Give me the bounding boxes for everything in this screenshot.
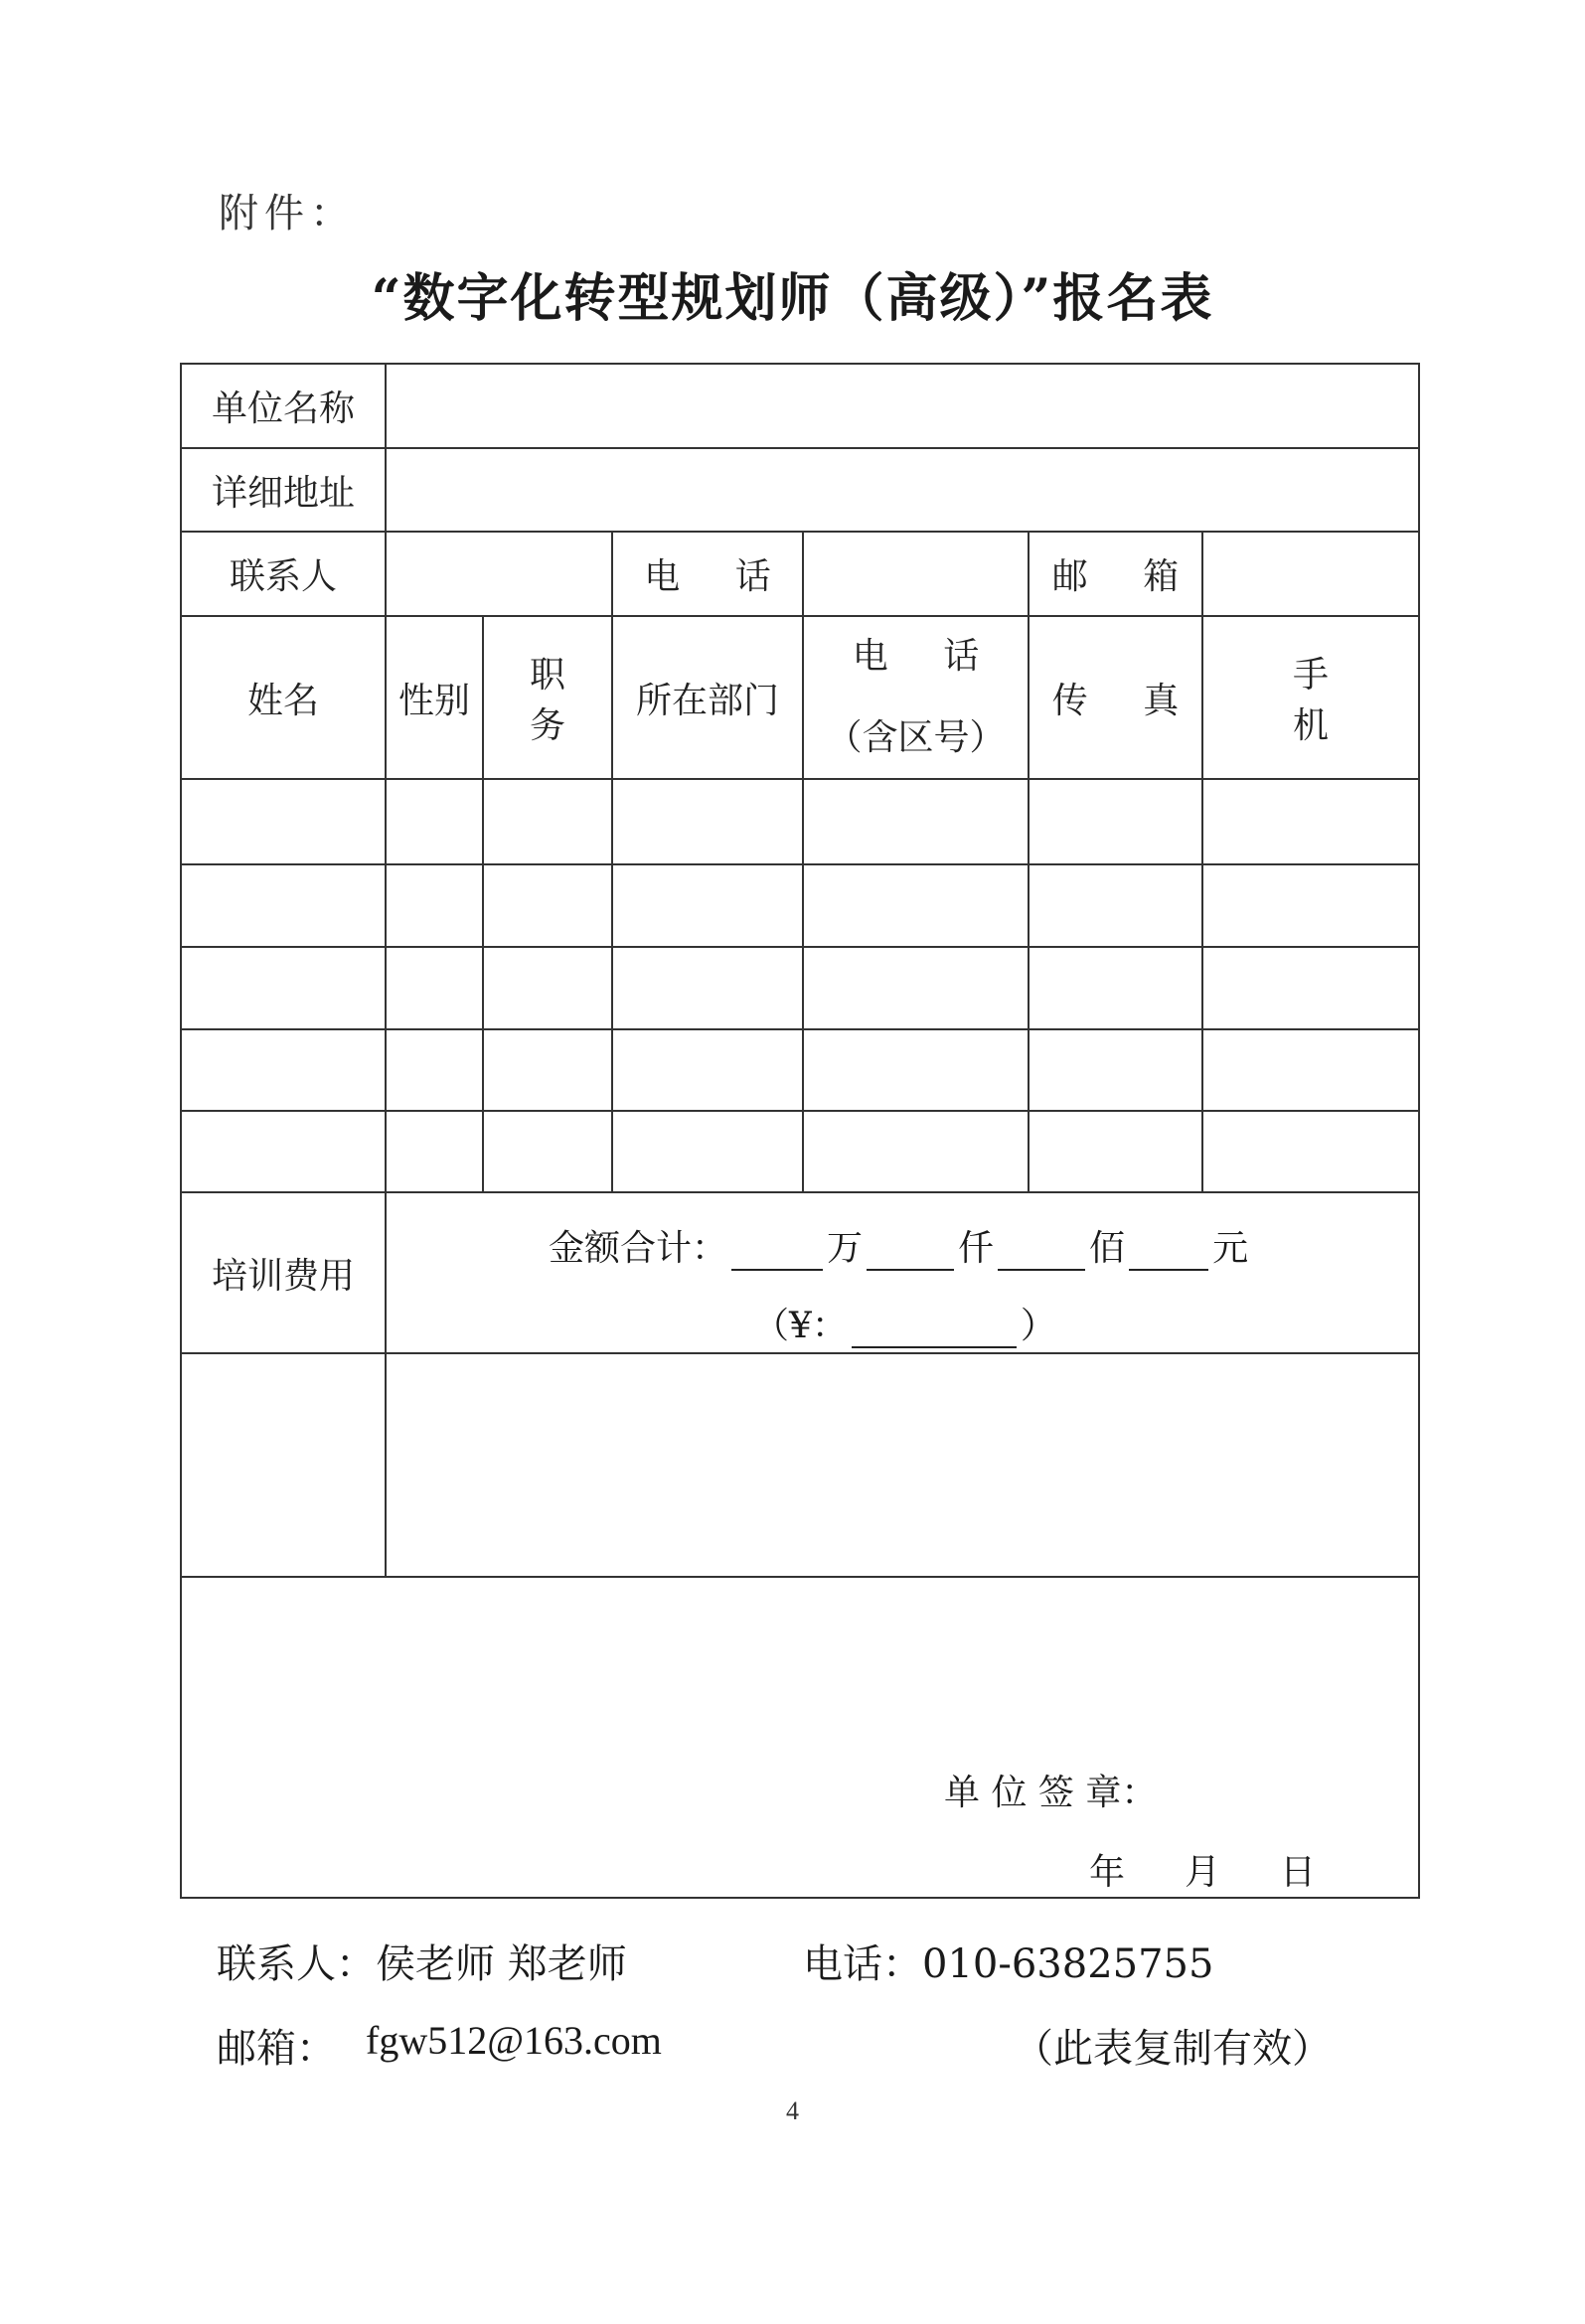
footer-note: （此表复制有效） bbox=[1014, 2026, 1332, 2072]
date-month: 月 bbox=[1185, 1852, 1221, 1893]
fee-bai-blank[interactable] bbox=[998, 1235, 1085, 1271]
fee-yuan-open: （¥： bbox=[753, 1306, 848, 1346]
col-position: 职 务 bbox=[529, 655, 587, 746]
fee-yuan-blank[interactable] bbox=[1129, 1235, 1208, 1271]
col-name: 姓名 bbox=[246, 680, 319, 721]
email-field[interactable] bbox=[1202, 532, 1419, 616]
footer-phone: 电话：010-63825755 bbox=[803, 1941, 1214, 1987]
fee-rmb-blank[interactable] bbox=[852, 1313, 1017, 1348]
phone-field[interactable] bbox=[803, 532, 1029, 616]
footer-email-label: 邮箱： bbox=[217, 2026, 336, 2072]
fee-amount-line bbox=[549, 1220, 1248, 1271]
fee-unit-yuan: 元 bbox=[1212, 1228, 1249, 1269]
fee-unit-qian: 仟 bbox=[958, 1228, 995, 1269]
col-mobile: 手 机 bbox=[1292, 655, 1374, 746]
remarks-field[interactable] bbox=[386, 1353, 1419, 1577]
fee-amount-prefix: 金额合计： bbox=[549, 1228, 728, 1269]
date-day: 日 bbox=[1280, 1852, 1317, 1893]
stamp-label: 单 位 签 章： bbox=[944, 1773, 1158, 1813]
col-department: 所在部门 bbox=[635, 680, 779, 721]
page-number: 4 bbox=[786, 2096, 799, 2125]
address-label: 详细地址 bbox=[211, 472, 355, 514]
unit-name-label: 单位名称 bbox=[211, 388, 355, 429]
phone-label: 电 话 bbox=[644, 556, 793, 597]
fee-unit-bai: 佰 bbox=[1089, 1228, 1126, 1269]
col-phone bbox=[803, 616, 1029, 779]
email-label: 邮 箱 bbox=[1051, 556, 1201, 597]
footer-contact: 联系人：侯老师 郑老师 bbox=[217, 1941, 627, 1987]
fee-unit-wan: 万 bbox=[827, 1228, 864, 1269]
fee-yuan-line bbox=[753, 1298, 1056, 1348]
fee-wan-blank[interactable] bbox=[731, 1235, 823, 1271]
contact-label: 联系人 bbox=[229, 556, 337, 597]
fee-yuan-close: ） bbox=[1020, 1306, 1056, 1346]
col-gender: 性别 bbox=[397, 680, 470, 721]
unit-name-field[interactable] bbox=[386, 364, 1419, 448]
attachment-label: 附件： bbox=[219, 191, 356, 236]
footer-email: fgw512@163.com bbox=[366, 2018, 662, 2063]
form-title: “数字化转型规划师（高级）”报名表 bbox=[371, 268, 1214, 329]
col-fax: 传 真 bbox=[1051, 680, 1201, 721]
address-field[interactable] bbox=[386, 448, 1419, 532]
col-phone-line1: 电 话 bbox=[852, 636, 1002, 677]
date-year: 年 bbox=[1089, 1852, 1126, 1893]
fee-label: 培训费用 bbox=[211, 1255, 355, 1297]
col-phone-line2: （含区号） bbox=[826, 717, 1006, 758]
fee-qian-blank[interactable] bbox=[867, 1235, 954, 1271]
contact-field[interactable] bbox=[386, 532, 612, 616]
